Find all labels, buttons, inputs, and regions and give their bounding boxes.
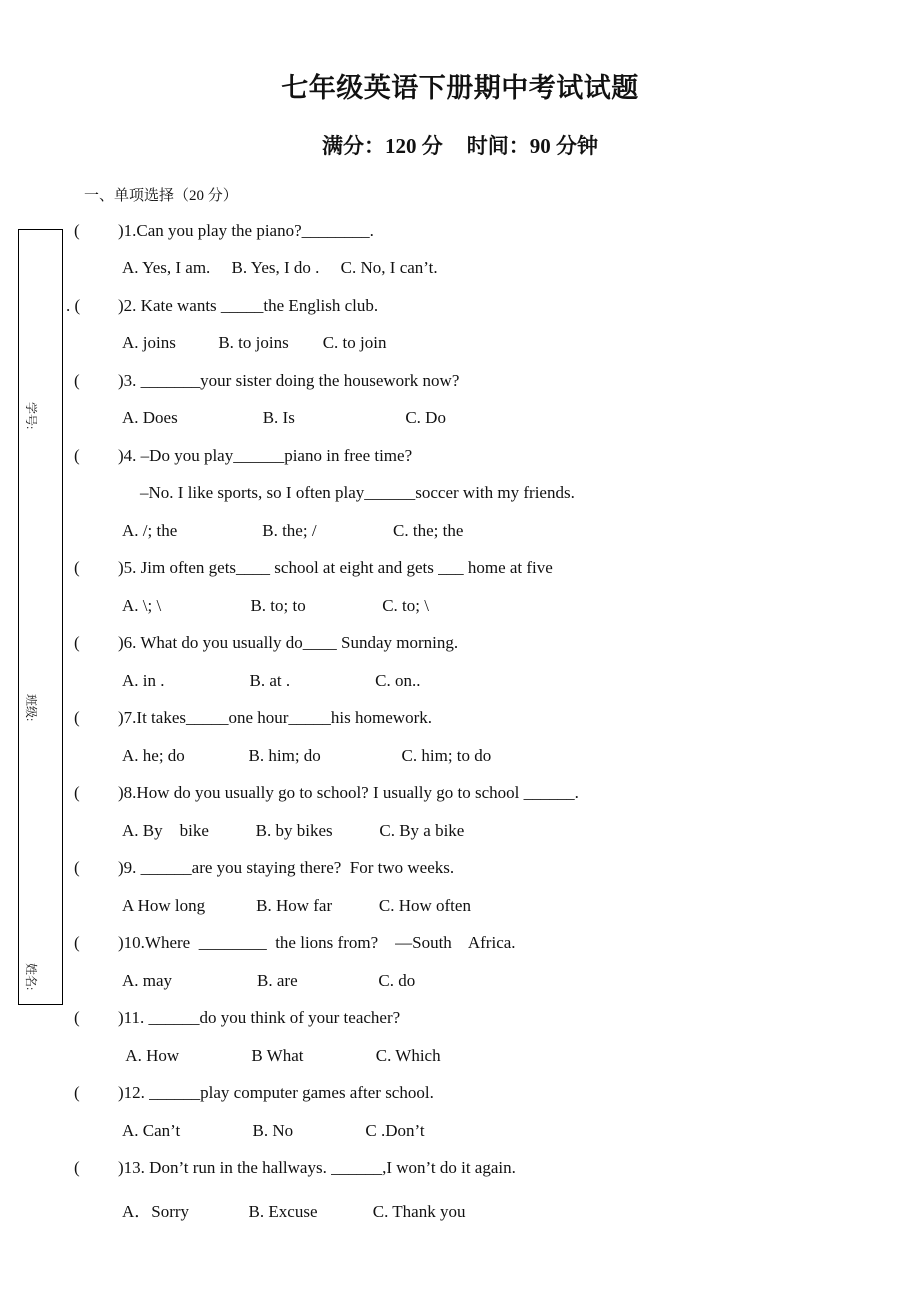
section-heading: 一、单项选择（20 分） — [84, 188, 238, 204]
question-11-stem: )11. ______do you think of your teacher? — [118, 1008, 401, 1027]
question-5-stem: )5. Jim often gets____ school at eight and gets ___ home at five — [118, 558, 553, 577]
question-3-stem: )3. _______your sister doing the housework now? — [118, 371, 460, 390]
question-13-paren: ( — [74, 1158, 80, 1177]
full-score: 满分：120 分 — [322, 134, 443, 158]
question-12-paren: ( — [74, 1083, 80, 1102]
name-label: 姓名: — [24, 963, 38, 991]
exam-time: 时间：90 分钟 — [466, 134, 598, 158]
question-10-stem: )10.Where ________ the lions from? —South Africa. — [118, 933, 516, 952]
question-4-options: A. /; the B. the; / C. the; the — [122, 521, 464, 540]
question-12-options: A. Can’t B. No C .Don’t — [122, 1121, 425, 1140]
question-4-stem: )4. –Do you play______piano in free time? — [118, 446, 413, 465]
question-6-paren: ( — [74, 633, 80, 652]
exam-title: 七年级英语下册期中考试试题 — [281, 73, 639, 103]
question-2-options: A. joins B. to joins C. to join — [122, 333, 387, 352]
question-7-stem: )7.It takes_____one hour_____his homework. — [118, 708, 432, 727]
question-4-stem-reply: –No. I like sports, so I often play______soccer with my friends. — [140, 483, 575, 502]
question-4-paren: ( — [74, 446, 80, 465]
question-2-stem: )2. Kate wants _____the English club. — [118, 296, 379, 315]
question-6-stem: )6. What do you usually do____ Sunday morning. — [118, 633, 459, 652]
question-12-stem: )12. ______play computer games after school. — [118, 1083, 434, 1102]
question-7-paren: ( — [74, 708, 80, 727]
question-9-stem: )9. ______are you staying there? For two weeks. — [118, 858, 455, 877]
question-13-stem: )13. Don’t run in the hallways. ______,I won’t do it again. — [118, 1158, 516, 1177]
question-6-options: A. in . B. at . C. on.. — [122, 671, 421, 690]
question-9-options: A How long B. How far C. How often — [122, 896, 471, 915]
question-11-paren: ( — [74, 1008, 80, 1027]
question-9-paren: ( — [74, 858, 80, 877]
question-3-paren: ( — [74, 371, 80, 390]
class-label: 班级: — [24, 694, 38, 722]
student-number-label: 学号: — [24, 402, 38, 430]
question-1-stem: )1.Can you play the piano?________. — [118, 221, 374, 240]
exam-subtitle — [0, 130, 920, 160]
question-13-options: A．Sorry B. Excuse C. Thank you — [122, 1202, 466, 1221]
question-8-paren: ( — [74, 783, 80, 802]
question-5-options: A. \; \ B. to; to C. to; \ — [122, 596, 429, 615]
question-1-paren: ( — [74, 221, 80, 240]
question-2-paren: . ( — [66, 296, 81, 315]
question-8-options: A. By bike B. by bikes C. By a bike — [122, 821, 465, 840]
question-8-stem: )8.How do you usually go to school? I usually go to school ______. — [118, 783, 579, 802]
question-11-options: A. How B What C. Which — [122, 1046, 441, 1065]
question-7-options: A. he; do B. him; do C. him; to do — [122, 746, 492, 765]
student-info-box — [18, 229, 63, 1005]
question-5-paren: ( — [74, 558, 80, 577]
question-10-options: A. may B. are C. do — [122, 971, 416, 990]
question-1-options: A. Yes, I am. B. Yes, I do . C. No, I can’t. — [122, 258, 438, 277]
question-10-paren: ( — [74, 933, 80, 952]
question-3-options: A. Does B. Is C. Do — [122, 408, 446, 427]
